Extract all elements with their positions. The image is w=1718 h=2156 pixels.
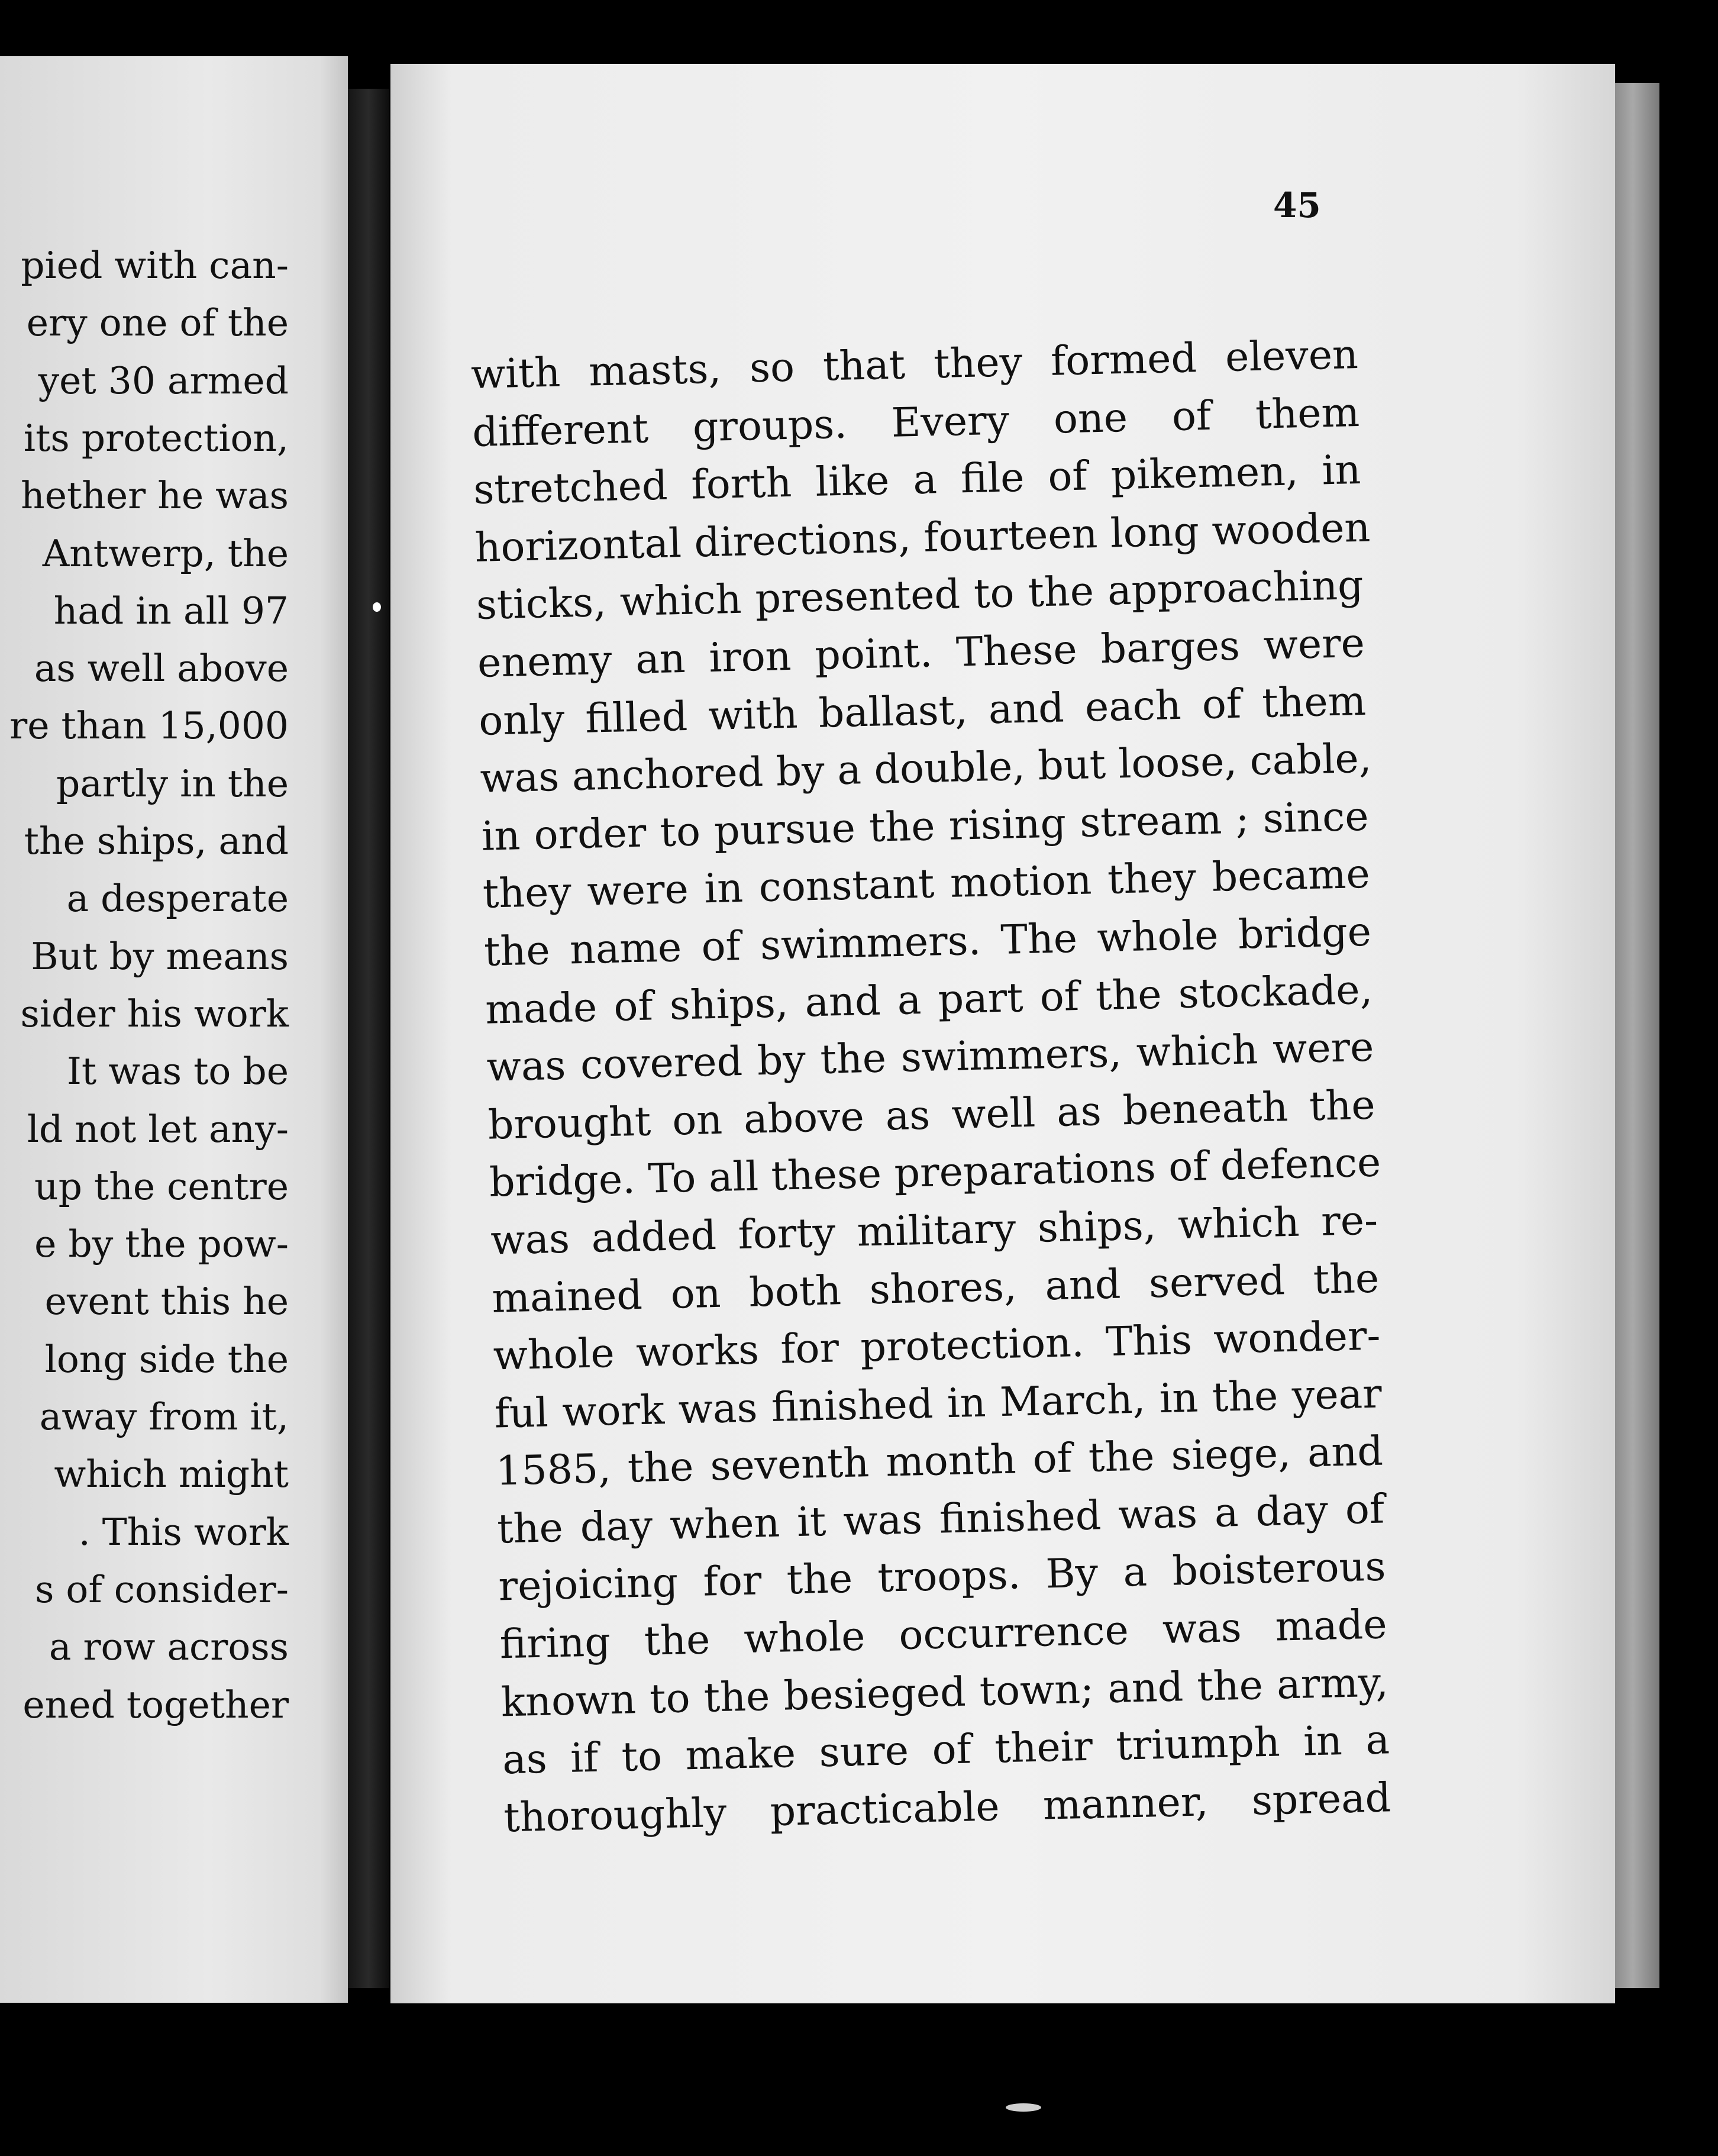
body-text-line: made of ships, and a part of the stockade, [485,966,1373,1034]
body-text-line: rejoicing for the troops. By a boisterous [498,1543,1387,1610]
background-edge [1659,83,1718,1988]
left-text-line: ened together [22,1683,289,1726]
left-text-line: pied with can- [21,244,289,287]
page-number: 45 [1273,185,1321,225]
body-text-line: was covered by the swimmers, which were [486,1024,1375,1091]
left-text-line: the ships, and [24,819,289,863]
left-text-line: Antwerp, the [42,531,289,575]
body-text-line: different groups. Every one of them [472,389,1360,456]
left-text-line: a desperate [66,877,289,921]
left-text-line: ld not let any- [27,1107,289,1151]
left-text-line: event this he [44,1280,289,1324]
left-text-line: away from it, [39,1395,289,1438]
body-text-line: mained on both shores, and served the [491,1255,1380,1322]
body-text-line: they were in constant motion they became [482,851,1371,918]
body-text-line: with masts, so that they formed eleven [470,331,1359,398]
body-text-line: the name of swimmers. The whole bridge [483,908,1372,976]
body-text-line: only filled with ballast, and each of them [478,677,1367,745]
body-text-line: in order to pursue the rising stream ; since [480,793,1370,860]
body-text-line: whole works for protection. This wonder- [492,1312,1381,1380]
left-text-line: s of consider- [35,1567,289,1611]
left-text-line: partly in the [56,761,289,805]
body-text-line: stretched forth like a file of pikemen, in [473,447,1362,514]
left-text-line: It was to be [67,1050,289,1093]
left-text-line: its protection, [23,416,289,460]
body-text-line: thoroughly practicable manner, spread [503,1774,1391,1842]
book-gutter [348,89,389,1988]
left-text-line: up the centre [34,1164,289,1208]
left-text-line: a row across [49,1625,289,1669]
left-text-line: hether he was [21,474,289,518]
body-text-line: the day when it was finished was a day of [496,1486,1385,1553]
left-text-line: e by the pow- [34,1222,289,1266]
left-text-line: ery one of the [26,301,289,345]
left-text-line: . This work [78,1510,289,1554]
left-text-line: sider his work [20,992,289,1035]
body-text-line: known to the besieged town; and the army, [500,1659,1389,1726]
body-text-line: horizontal directions, fourteen long wooden [474,504,1371,572]
body-text-line: brought on above as well as beneath the [487,1082,1376,1149]
left-text-line: which might [54,1453,289,1496]
body-text-line: ful work was finished in March, in the year [494,1370,1383,1438]
right-page-text [470,326,1391,1847]
dust-speck [1006,2103,1041,2112]
left-page [0,56,348,2003]
dust-speck [373,602,381,612]
body-text-line: as if to make sure of their triumph in a [502,1716,1390,1784]
body-text-line: enemy an iron point. These barges were [477,619,1365,687]
body-text-line: sticks, which presented to the approaching [476,562,1364,630]
left-text-line: as well above [34,647,289,690]
left-text-line: had in all 97 [53,589,289,632]
body-text-line: bridge. To all these preparations of defence [489,1139,1382,1206]
body-text-line: firing the whole occurrence was made [499,1601,1388,1668]
fore-edge [1615,83,1659,1988]
left-text-line: re than 15,000 [9,704,289,748]
body-text-line: was added forty military ships, which re- [490,1197,1378,1264]
left-text-line: yet 30 armed [38,359,289,402]
left-text-line: long side the [44,1337,289,1381]
body-text-line: was anchored by a double, but loose, cable, [479,735,1373,802]
left-text-line: But by means [31,934,289,978]
body-text-line: 1585, the seventh month of the siege, and [495,1428,1384,1495]
